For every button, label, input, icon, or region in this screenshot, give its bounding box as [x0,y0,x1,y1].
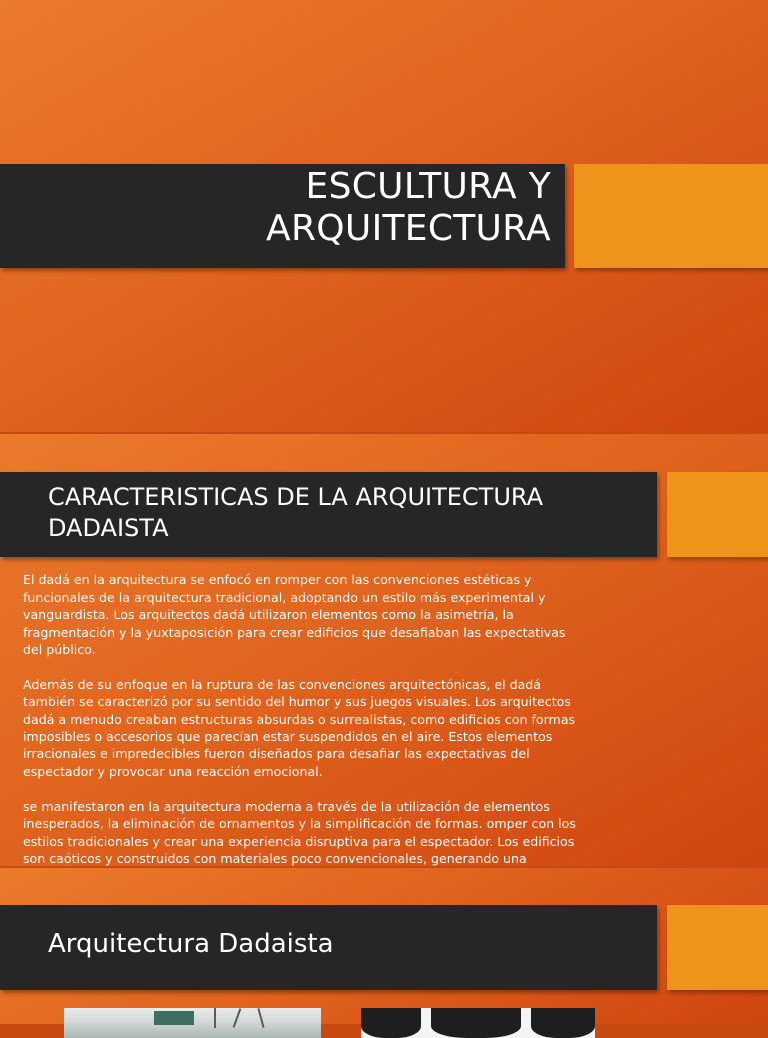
title-line-1: ESCULTURA Y [305,166,551,207]
title-line-2: ARQUITECTURA [266,208,551,249]
tree-branch [257,1008,264,1028]
tree-silhouette [531,1008,595,1038]
paragraph: El dadá en la arquitectura se enfocó en romper con las convenciones estéticas y funcionales de la arquitectura tradicional, adoptando un estilo más experimental y vanguardista. Los arquitectos dadá utilizaron elementos como la asimetría, la fragmentación y la yuxtaposición para crear edificios que desafiaban las expectativas del público. [23,572,566,658]
accent-block [667,472,768,557]
body-text [23,554,603,902]
slide-architecture [0,868,768,1024]
tree-photo [361,1008,595,1038]
slide-heading: Arquitectura Dadaista [48,929,334,959]
building-roof [154,1011,194,1025]
title-bar [0,472,657,557]
paragraph: Además de su enfoque en la ruptura de las convenciones arquitectónicas, el dadá también se caracterizó por su sentido del humor y sus juegos visuales. Los arquitectos dadá a menudo creaban estructuras absurdas o surrealistas, como edificios con formas imposibles o accesorios que parecían estar suspendidos en el aire. Estos elementos irracionales e impredecibles fueron diseñados para desafiar las expectativas del espectador y provocar una reacción emocional. [23,676,576,779]
paragraph: se manifestaron en la arquitectura moderna a través de la utilización de elementos inesperados, la eliminación de ornamentos y la simplificación de formas. omper con los estilos tradicionales y crear una experiencia disruptiva para el espectador. Los edificios son caóticos y construidos con materiales poco convencionales, generando una [23,798,576,866]
slide-title [0,0,768,432]
accent-block [574,164,768,268]
slide-heading [48,482,543,544]
slide-characteristics [0,434,768,866]
heading-line-2: DADAISTA [48,514,169,542]
accent-block [667,905,768,990]
slide-title-text [266,166,551,250]
title-bar [0,905,657,990]
tree-silhouette [361,1008,421,1038]
tree-branch [233,1008,242,1027]
tree-silhouette [431,1008,521,1038]
heading-line-1: CARACTERISTICAS DE LA ARQUITECTURA [48,483,544,511]
tree-branch [214,1008,216,1028]
building-photo [64,1008,321,1038]
title-bar [0,164,565,268]
